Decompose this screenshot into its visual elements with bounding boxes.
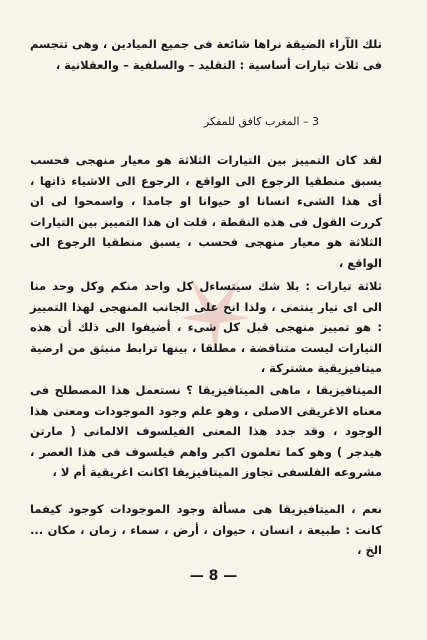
paragraph-existence: نعم ، الميتافيزيقا هى مسألة وجود الموجودات كوجود كيفما كانت : طبيعة ، انسان ، حيوان ، أرض ، سماء ، زمان ، مكان ... الخ ، <box>30 502 382 557</box>
paragraph-three-currents: ثلاثة تيارات : بلا شك سيتساءل كل واحد منكم وكل وحد منا الى اى تيار ينتمى ، ولذا انح على الجانب المنهجى لهذا التمييز : هو تمييز منهجى قبل كل شىء ، أضيفوا الى ذلك أن هذه التيارات ليست متناقضة ، مطلقا ، بينها ترابط منبثق من ارضية ميتافيزيقية مشتركة ، <box>30 279 382 375</box>
paragraph-metaphysics: الميتافيزيقا ، ماهى الميتافيزيقا ؟ نستعمل هذا المصطلح فى معناه الاغريقى الاصلى ، وهو علم وجود الموجودات ومعنى هذا الوجود ، وقد جدد هذا المعنى الفيلسوف الالمانى ( مارتن هيدجر ) وهو كما تعلمون اكبر واهم فيلسوف فى هذا العصر ، مشروعه الفلسفى تجاوز الميتافيزيقا اكانت اغريقية أم لا ، <box>30 383 382 479</box>
section-heading: 3 – المغرب كافق للمفكر <box>203 115 319 128</box>
paragraph-intro: تلك الآراء الضيقة نراها شائعة فى جميع الميادين ، وهى تتجسم فى ثلاث تيارات أساسية : التقليد – والسلفية – والعقلانية ، <box>30 37 382 72</box>
page-number: — 8 — <box>189 568 238 584</box>
paragraph-methodology: لقد كان التمييز بين التيارات الثلاثة هو معيار منهجى فحسب يسبق منطقيا الرجوع الى الواقع ، الرجوع الى الاشياء ذاتها ، أى هذا الشىء انسانا او حيوانا او جامدا ، واسمحوا لى ان كررت القول فى هذه النقطة ، قلت ان هذا التمييز بين التيارات الثلاثة هو معيار منهجى فحسب ، يسبق منطقيا الرجوع الى الواقع ، <box>30 153 382 270</box>
